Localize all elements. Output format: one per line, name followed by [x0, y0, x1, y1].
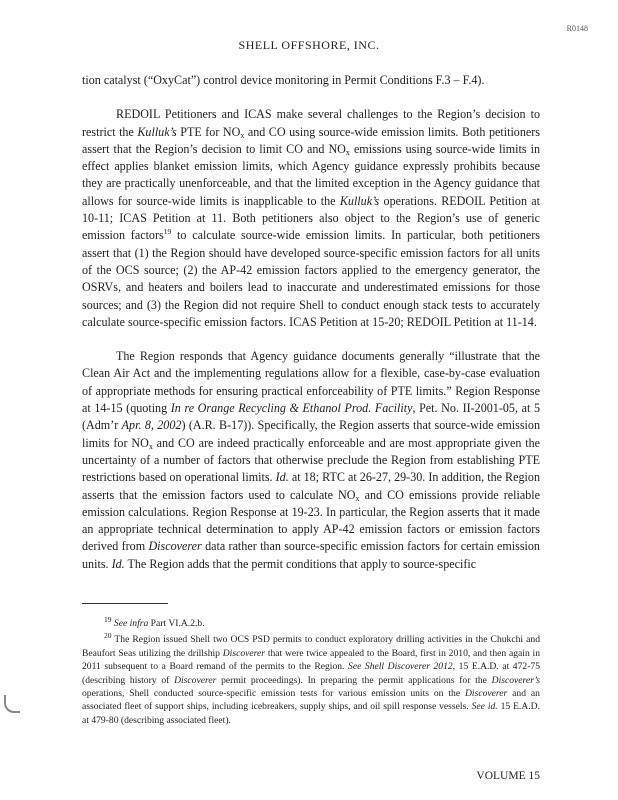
- paragraph-continued: tion catalyst (“OxyCat”) control device monitoring in Permit Conditions F.3 – F.4).: [82, 73, 485, 87]
- running-head: SHELL OFFSHORE, INC.: [238, 38, 380, 52]
- paragraph-region-response: The Region responds that Agency guidance documents generally “illustrate that the Clean Air Act and the implementing regulations allow for a flexible, case-by-case evaluation of appropriate methods for ensuring practical enforceability of PTE limits.” Region Response at 14-15 (quoting In re Orange Recycling & Ethanol Prod. Facility, Pet. No. II-2001-05, at 5 (Adm’r Apr. 8, 2002) (A.R. B-17)). Specifically, the Region asserts that source-wide emission limits for $NO_x$ and CO are indeed practically enforceable and are most appropriate given the uncertainty of a number of factors that otherwise preclude the Region from establishing PTE restrictions based on operational limits. Id. at 18; RTC at 26-27, 29-30. In addition, the Region asserts that the emission factors used to calculate $NO_x$ and CO emissions provide reliable emission calculations. Region Response at 19-23. In particular, the Region asserts that it made an appropriate technical determination to apply AP-42 emission factors or emission factors derived from Discoverer data rather than source-specific emission factors for certain emission units. Id. The Region adds that the permit conditions that apply to source-specific: [82, 349, 541, 571]
- footnotes: [82, 614, 541, 730]
- paragraph-petitioners-challenges: REDOIL Petitioners and ICAS make several challenges to the Region’s decision to restrict the Kulluk’s PTE for $NO_x$ and CO using source-wide emission limits. Both petitioners assert that the Region’s decision to limit CO and $NO_x$ emissions using source-wide limits in effect applies blanket emission limits, which Agency guidance expressly prohibits because they are practically unenforceable, and that the limited exception in the Agency guidance that allows for source-wide limits is inapplicable to the Kulluk’s operations. REDOIL Petition at 10-11; ICAS Petition at 11. Both petitioners also object to the Region’s use of generic emission factors$^{19}$ to calculate source-wide emission limits. In particular, both petitioners assert that (1) the Region should have developed source-specific emission factors for all units of the OCS source; (2) the AP-42 emission factors applied to the emergency generator, the OSRVs, and heaters and boilers lead to inaccurate and underestimated emissions for those sources; and (3) the Region did not require Shell to conduct enough stack tests to accurately calculate source-specific emission factors. ICAS Petition at 15-20; REDOIL Petition at 11-14.: [82, 107, 541, 329]
- scan-artifact-mark: [4, 695, 20, 713]
- body-text: [82, 72, 540, 573]
- page-number: R0148: [566, 24, 588, 33]
- footnote-divider: [82, 603, 168, 604]
- footnote-19: $^{19}$ See infra Part VI.A.2.b.: [104, 614, 205, 629]
- footnote-ref-19[interactable]: 19: [163, 227, 172, 237]
- footnote-20: $^{20}$ The Region issued Shell two OCS PSD permits to conduct exploratory drilling activities in the Chukchi and Beaufort Seas utilizing the drillship Discoverer that were twice appealed to the Board, first in 2010, and then again in 2011 subsequent to a Board remand of the permits to the Region. See Shell Discoverer 2012, 15 E.A.D. at 472-75 (describing history of Discoverer permit proceedings). In preparing the permit applications for the Discoverer’s operations, Shell conducted source-specific emission tests for various emission units on the Discoverer and an associated fleet of support ships, including icebreakers, supply ships, and oil spill response vessels. See id. 15 E.A.D. at 479-80 (describing associated fleet).: [82, 631, 541, 726]
- volume-label: VOLUME 15: [476, 770, 540, 782]
